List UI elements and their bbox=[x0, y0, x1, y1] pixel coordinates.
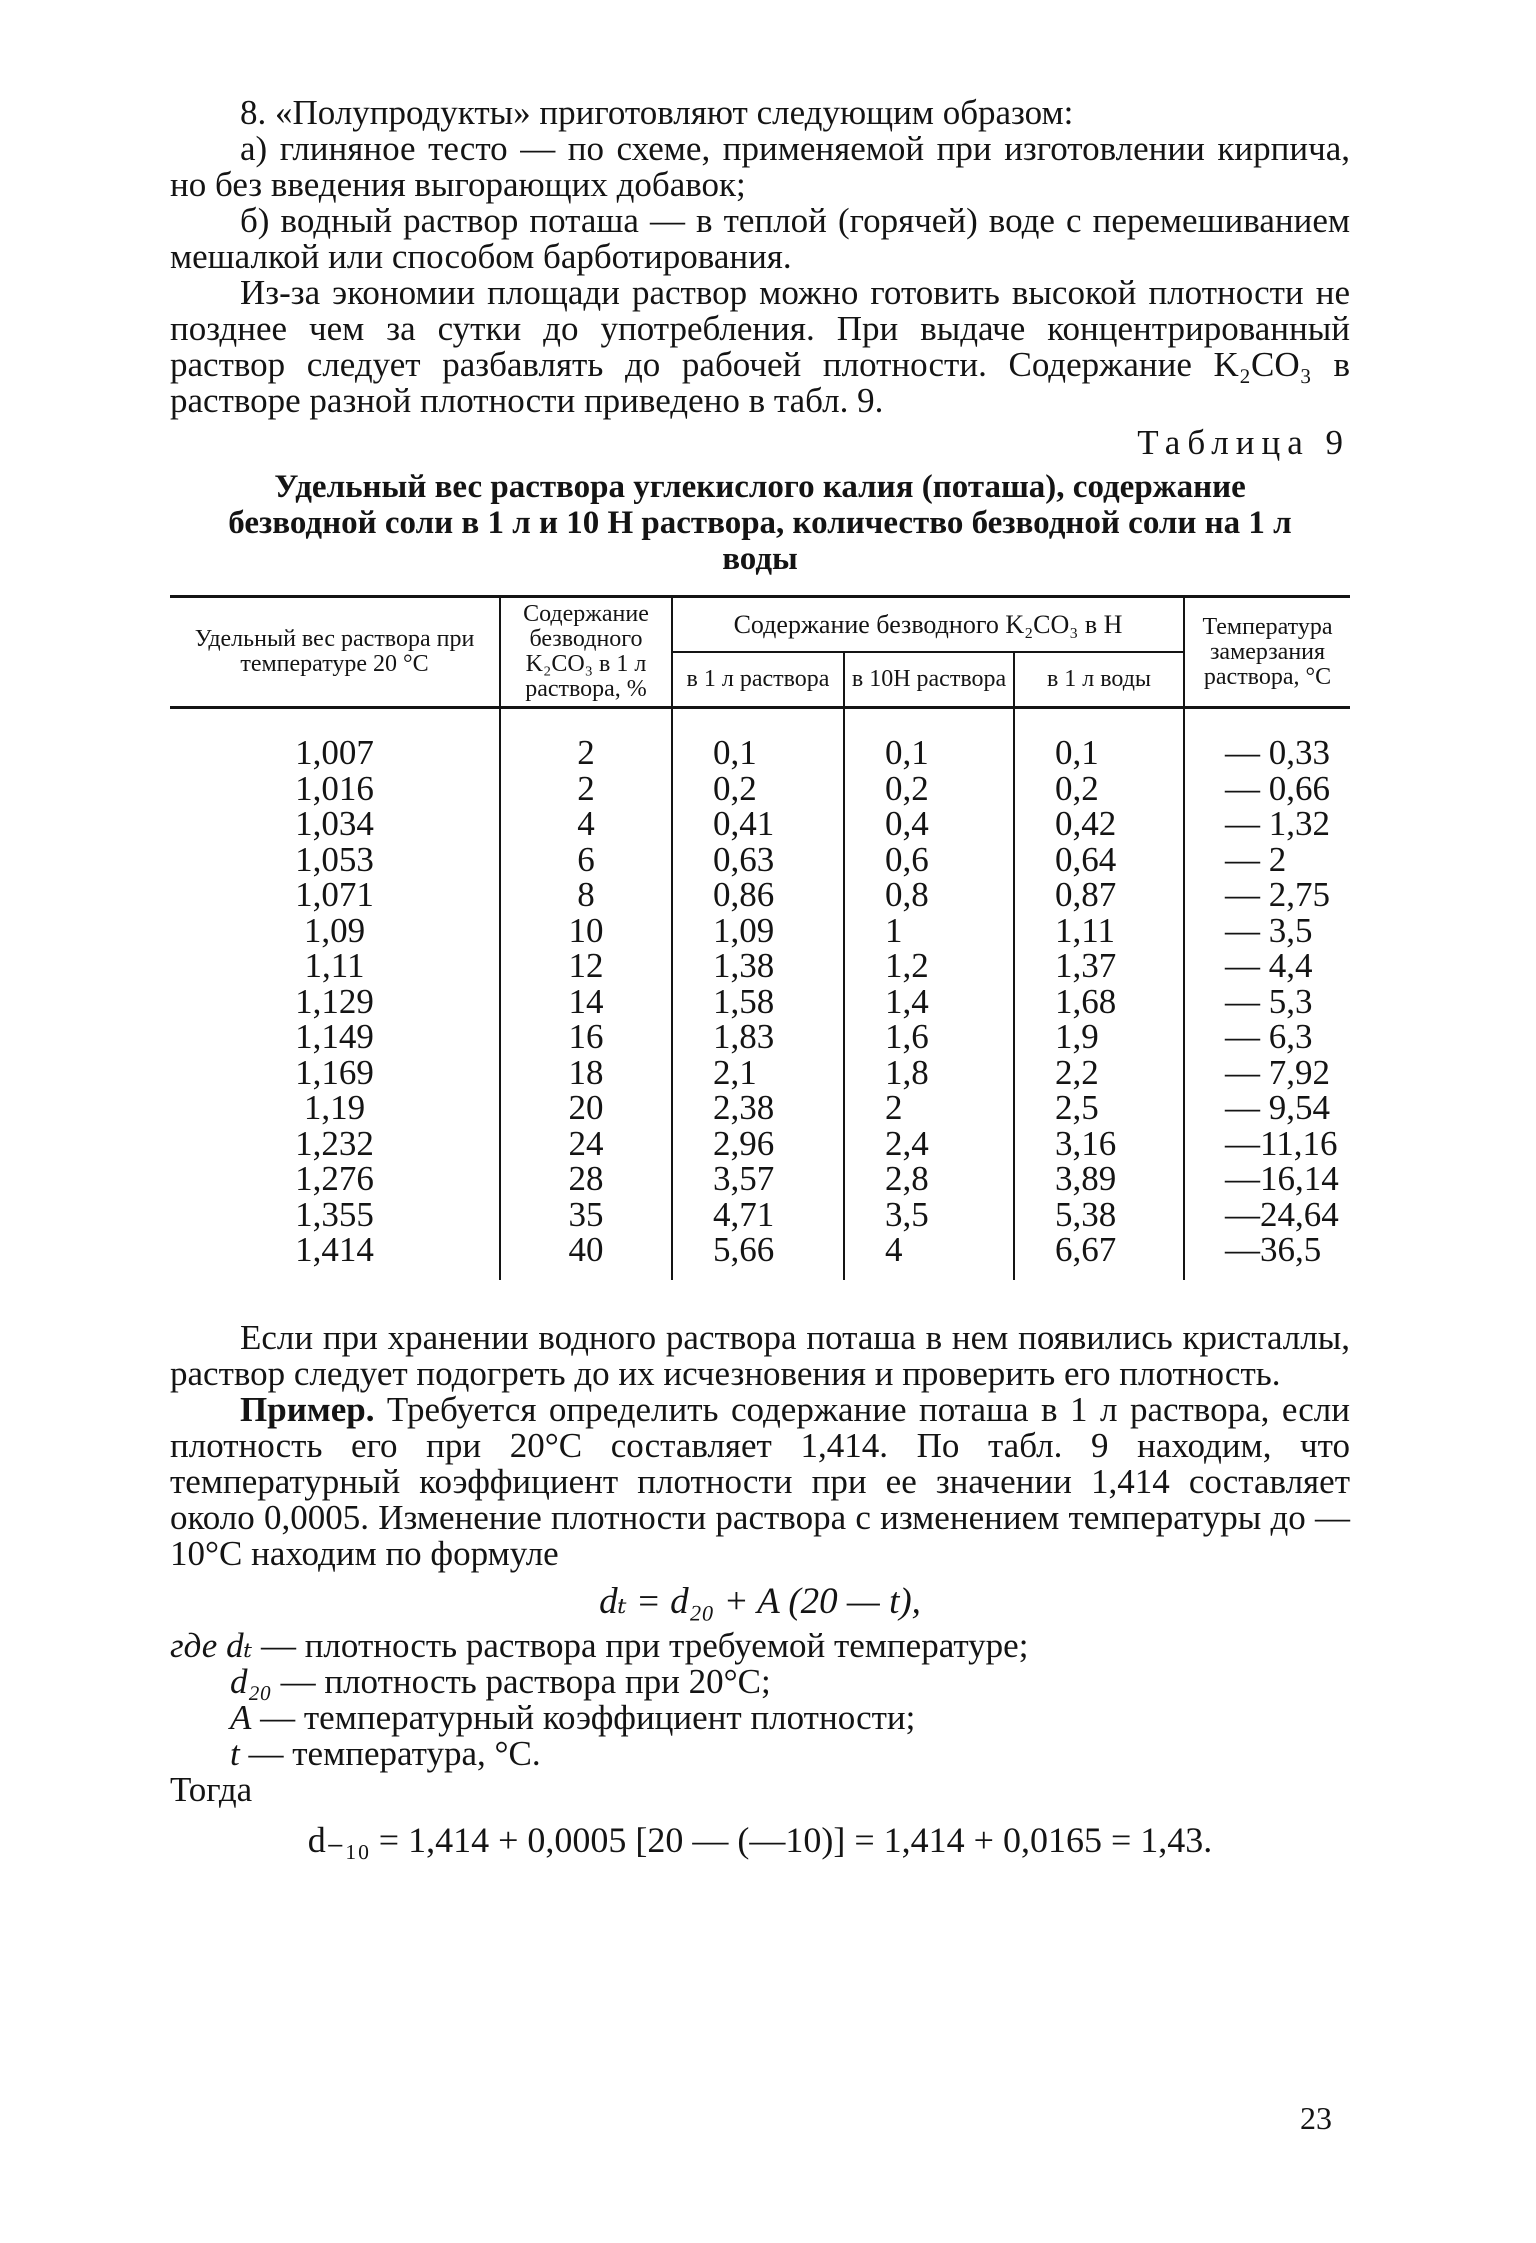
table-cell: 3,89 bbox=[1055, 1159, 1117, 1198]
header-content-pct: Содержание безводного K₂CO₃ в 1 л раствора, % bbox=[500, 597, 672, 708]
header-group: Содержание безводного K₂CO₃ в Н bbox=[672, 597, 1184, 653]
table-cell: 5,38 bbox=[1055, 1194, 1117, 1234]
example-label: Пример. bbox=[240, 1389, 375, 1429]
column-specific-weight bbox=[170, 708, 500, 1280]
table-cell: 2 bbox=[885, 1088, 903, 1127]
legend-line bbox=[170, 1733, 1350, 1773]
column-content-pct bbox=[500, 708, 672, 1280]
legend-text: — температурный коэффициент плотности; bbox=[251, 1697, 916, 1737]
table-cell: 1,4 bbox=[885, 981, 929, 1021]
table-cell: 1,09 bbox=[713, 910, 775, 950]
table-cell: 0,1 bbox=[1055, 733, 1099, 772]
table-cell: 12 bbox=[568, 946, 604, 985]
table-cell: 6,67 bbox=[1055, 1230, 1117, 1269]
legend-text: — плотность раствора при требуемой температуре; bbox=[252, 1625, 1029, 1665]
table-cell: 3,5 bbox=[885, 1194, 929, 1234]
legend-line bbox=[170, 1697, 1350, 1737]
table-cell: 3,16 bbox=[1055, 1123, 1117, 1163]
header-freeze-temp: Температура замерзания раствора, °С bbox=[1184, 597, 1350, 708]
then-label: Тогда bbox=[170, 1769, 253, 1809]
table-cell: 0,2 bbox=[885, 768, 929, 808]
example-text: Требуется определить содержание поташа в 1 л раствора, если плотность его при 20°С составляет 1,414. По табл. 9 находим, что температурный коэффициент плотности при ее значении 1,414 составляет около 0,0005. Изменение плотности раствора с изменением температуры до —10°С находим по формуле bbox=[170, 1389, 1350, 1573]
table-cell: 2,8 bbox=[885, 1159, 929, 1198]
legend-text: — температура, °С. bbox=[239, 1733, 541, 1773]
table-cell: 0,64 bbox=[1055, 839, 1117, 879]
table-cell: 0,86 bbox=[713, 875, 775, 914]
formula-legend bbox=[170, 1625, 1350, 1773]
table-cell: —11,16 bbox=[1225, 1123, 1338, 1163]
table-cell: 18 bbox=[568, 1052, 604, 1092]
legend-symbol: где dₜ bbox=[170, 1625, 253, 1665]
table-cell: 1,11 bbox=[1055, 910, 1115, 950]
table-cell: 4 bbox=[577, 804, 595, 843]
table-cell: 3,57 bbox=[713, 1159, 775, 1198]
table-cell: 4 bbox=[885, 1230, 903, 1269]
table-cell: 0,42 bbox=[1055, 804, 1117, 843]
table-cell: 1,355 bbox=[295, 1194, 374, 1234]
table-cell: 1,149 bbox=[295, 1017, 374, 1056]
table-cell: 1 bbox=[885, 910, 903, 950]
table-cell: 1,9 bbox=[1055, 1017, 1099, 1056]
table-cell: 2,96 bbox=[713, 1123, 775, 1163]
table-cell: — 0,66 bbox=[1225, 768, 1330, 808]
column-freeze-temp bbox=[1184, 708, 1350, 1280]
column-per-1l-solution bbox=[672, 708, 844, 1280]
legend-line bbox=[170, 1661, 1350, 1701]
column-per-1l-water bbox=[1014, 708, 1184, 1280]
table-cell: 1,414 bbox=[295, 1230, 374, 1269]
table-cell: 8 bbox=[577, 875, 595, 914]
legend-line bbox=[170, 1625, 1350, 1665]
page-body bbox=[170, 95, 1350, 1858]
table-cell: — 2 bbox=[1225, 839, 1287, 879]
table-cell: 20 bbox=[568, 1088, 604, 1127]
table-cell: 0,2 bbox=[713, 768, 757, 808]
table-cell: 1,169 bbox=[295, 1052, 374, 1092]
legend-symbol: t bbox=[230, 1733, 240, 1773]
table-cell: 1,58 bbox=[713, 981, 775, 1021]
table-cell: 1,007 bbox=[295, 733, 374, 772]
table-cell: 1,37 bbox=[1055, 946, 1117, 985]
item-a: а) глиняное тесто — по схеме, применяемой при изготовлении кирпича, но без введения выгорающих добавок; bbox=[170, 129, 1350, 204]
header-specific-weight: Удельный вес раствора при температуре 20 °С bbox=[170, 597, 500, 708]
table-cell: 2,2 bbox=[1055, 1052, 1099, 1092]
table-cell: 0,1 bbox=[885, 733, 929, 772]
column-per-10n-solution bbox=[844, 708, 1014, 1280]
table-label: Таблица 9 bbox=[1137, 423, 1350, 462]
header-per-1l-water: в 1 л воды bbox=[1014, 652, 1184, 708]
table-cell: 1,8 bbox=[885, 1052, 929, 1092]
table-cell: 4,71 bbox=[713, 1194, 775, 1234]
legend-text: — плотность раствора при 20°С; bbox=[271, 1661, 771, 1701]
table-cell: 1,68 bbox=[1055, 981, 1117, 1021]
table-cell: 1,11 bbox=[304, 946, 365, 985]
table-cell: 2 bbox=[577, 733, 595, 772]
table-cell: — 2,75 bbox=[1225, 875, 1330, 914]
table-cell: 0,2 bbox=[1055, 768, 1099, 808]
table-cell: 2,4 bbox=[885, 1123, 929, 1163]
table-cell: 0,4 bbox=[885, 804, 929, 843]
table-cell: —36,5 bbox=[1225, 1230, 1322, 1269]
table-cell: 10 bbox=[568, 910, 604, 950]
table-cell: 0,87 bbox=[1055, 875, 1117, 914]
table-cell: — 1,32 bbox=[1225, 804, 1330, 843]
example-paragraph bbox=[170, 1389, 1350, 1573]
table-cell: 2,5 bbox=[1055, 1088, 1099, 1127]
table-cell: — 0,33 bbox=[1225, 733, 1330, 772]
table-cell: 0,8 bbox=[885, 875, 929, 914]
table-cell: 1,38 bbox=[713, 946, 775, 985]
legend-symbol: A bbox=[230, 1697, 252, 1737]
page-number: 23 bbox=[1300, 2100, 1332, 2136]
table-cell: 0,63 bbox=[713, 839, 775, 879]
table-cell: 2 bbox=[577, 768, 595, 808]
table-cell: 28 bbox=[568, 1159, 604, 1198]
table-cell: 0,1 bbox=[713, 733, 757, 772]
table-cell: — 4,4 bbox=[1225, 946, 1313, 985]
table-cell: 1,034 bbox=[295, 804, 374, 843]
item-8: 8. «Полупродукты» приготовляют следующим образом: bbox=[240, 93, 1074, 132]
crystals-paragraph: Если при хранении водного раствора поташа в нем появились кристаллы, раствор следует подогреть до их исчезновения и проверить его плотность. bbox=[170, 1317, 1350, 1393]
table-cell: 6 bbox=[577, 839, 595, 879]
table-cell: 1,071 bbox=[295, 875, 374, 914]
table-cell: 1,129 bbox=[295, 981, 374, 1021]
header-per-1l-solution: в 1 л раствора bbox=[672, 652, 844, 708]
item-b: б) водный раствор поташа — в теплой (горячей) воде с перемешиванием мешалкой или способом барботирования. bbox=[170, 201, 1350, 276]
table-cell: 40 bbox=[568, 1230, 604, 1269]
table-cell: 0,6 bbox=[885, 839, 929, 879]
table-cell: 2,1 bbox=[713, 1052, 757, 1092]
table-cell: — 9,54 bbox=[1225, 1088, 1330, 1127]
table-cell: 5,66 bbox=[713, 1230, 775, 1269]
table-cell: 1,053 bbox=[295, 839, 374, 879]
potash-table bbox=[170, 595, 1350, 1280]
table-cell: 1,6 bbox=[885, 1017, 929, 1056]
table-cell: 1,232 bbox=[295, 1123, 374, 1163]
header-per-10n-solution: в 10Н раствора bbox=[844, 652, 1014, 708]
table-cell: 1,19 bbox=[303, 1088, 366, 1127]
formula: dₜ = d₂₀ + A (20 — t), bbox=[599, 1580, 921, 1622]
table-caption: Удельный вес раствора углекислого калия (поташа), содержание безводной соли в 1 л и 10 Н раствора, количество безводной соли на 1 л воды bbox=[228, 469, 1292, 577]
table-cell: 1,016 bbox=[295, 768, 374, 808]
table-cell: 2,38 bbox=[713, 1088, 775, 1127]
table-cell: 1,2 bbox=[885, 946, 929, 985]
final-calculation: d₋₁₀ = 1,414 + 0,0005 [20 — (—10)] = 1,414 + 0,0165 = 1,43. bbox=[307, 1819, 1213, 1860]
table-cell: 35 bbox=[568, 1194, 604, 1234]
table-cell: — 7,92 bbox=[1225, 1052, 1330, 1092]
legend-symbol: d₂₀ bbox=[230, 1661, 272, 1701]
table-cell: 0,41 bbox=[713, 804, 775, 843]
table-cell: 14 bbox=[568, 981, 604, 1021]
table-cell: 1,83 bbox=[713, 1017, 775, 1056]
intro-paragraph: Из-за экономии площади раствор можно готовить высокой плотности не позднее чем за сутки до употребления. При выдаче концентрированный раствор следует разбавлять до рабочей плотности. Содержание K₂CO₃ в растворе разной плотности приведено в табл. 9. bbox=[170, 273, 1350, 420]
table-cell: —24,64 bbox=[1225, 1194, 1339, 1234]
table-cell: 16 bbox=[568, 1017, 604, 1056]
table-cell: — 6,3 bbox=[1225, 1017, 1313, 1056]
table-cell: — 3,5 bbox=[1225, 910, 1313, 950]
table-cell: 24 bbox=[568, 1123, 604, 1163]
table-cell: 1,276 bbox=[295, 1159, 374, 1198]
table-cell: 1,09 bbox=[303, 910, 366, 950]
table-cell: —16,14 bbox=[1225, 1159, 1339, 1198]
table-cell: — 5,3 bbox=[1225, 981, 1313, 1021]
